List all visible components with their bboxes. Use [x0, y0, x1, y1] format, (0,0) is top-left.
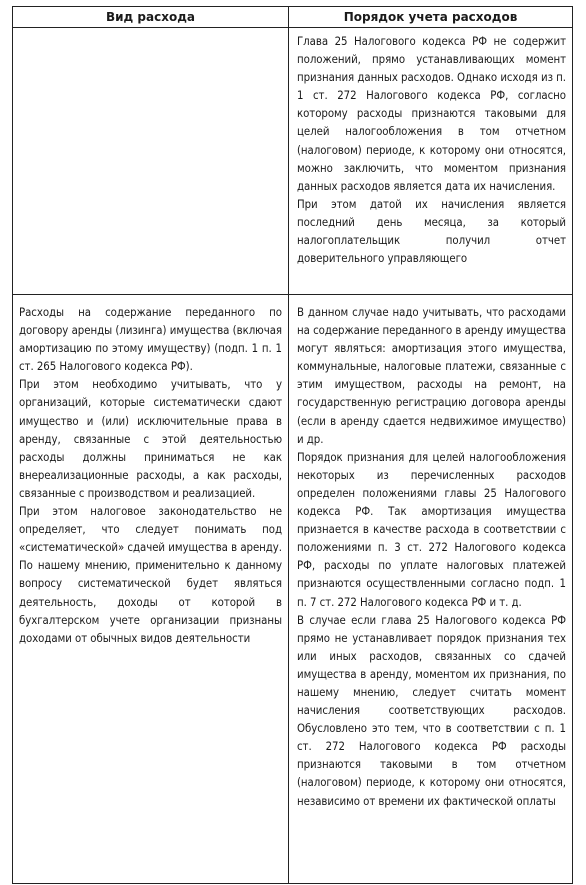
accounting-cell — [289, 295, 573, 884]
paragraph: Расходы на содержание переданного по договору аренды (лизинга) имущества (включая амортизацию по этому имуществу) (подп. 1 п. 1 ст. 265 Налогового кодекса РФ). — [19, 305, 282, 374]
table-row — [13, 295, 573, 884]
expense-type-cell — [13, 28, 289, 295]
paragraph: В случае если глава 25 Налогового кодекса РФ прямо не устанавливает порядок признания тех или иных расходов, связанных со сдачей имущества в аренду, моментом их признания, по нашему мнению, следует считать момент начисления соответствующих расходов. Обусловлено это тем, что в соответствии с п. 1 ст. 272 Налогового кодекса РФ расходы признаются таковыми в том отчетном (налоговом) периоде, к которому они относятся, независимо от времени их фактической оплаты — [297, 612, 566, 808]
table-row — [13, 28, 573, 295]
accounting-cell — [289, 28, 573, 295]
paragraph: Глава 25 Налогового кодекса РФ не содержит положений, прямо устанавливающих момент признания данных расходов. Однако исходя из п. 1 ст. 272 Налогового кодекса РФ, согласно которому расходы признаются таковыми для целей налогообложения в том отчетном (налоговом) периоде, к которому они относятся, можно заключить, что моментом признания данных расходов является дата их начисления. — [297, 34, 566, 193]
table-header-row — [13, 7, 573, 28]
paragraph: При этом необходимо учитывать, что у организаций, которые систематически сдают имущество и (или) исключительные права в аренду, связанные с этой деятельностью расходы должны приниматься не как внереализационные расходы, а как расходы, связанные с производством и реализацией. — [19, 377, 282, 500]
expense-type-cell — [13, 295, 289, 884]
header-accounting-procedure: Порядок учета расходов — [289, 7, 573, 28]
paragraph: При этом налоговое законодательство не определяет, что следует понимать под «систематической» сдачей имущества в аренду. По нашему мнению, применительно к данному вопросу систематической будет являться деятельность, доходы от которой в бухгалтерском учете организации признаны доходами от обычных видов деятельности — [19, 504, 282, 645]
paragraph: При этом датой их начисления является последний день месяца, за который налогоплательщик получил отчет доверительного управляющего — [297, 196, 566, 266]
expenses-table — [12, 6, 573, 884]
paragraph: В данном случае надо учитывать, что расходами на содержание переданного в аренду имущества могут являться: амортизация этого имущества, коммунальные, налоговые платежи, связанные с этим имуществом, расходы на ремонт, на государственную регистрацию договора аренды (если в аренду сдается недвижимое имущество) и др. — [297, 305, 566, 446]
paragraph: Порядок признания для целей налогообложения некоторых из перечисленных расходов определен положениями главы 25 Налогового кодекса РФ. Так амортизация имущества признается в качестве расхода в соответствии с положениями п. 3 ст. 272 Налогового кодекса РФ, расходы по уплате налоговых платежей признаются осуществленными согласно подп. 1 п. 7 ст. 272 Налогового кодекса РФ и т. д. — [297, 449, 566, 609]
header-expense-type: Вид расхода — [13, 7, 289, 28]
